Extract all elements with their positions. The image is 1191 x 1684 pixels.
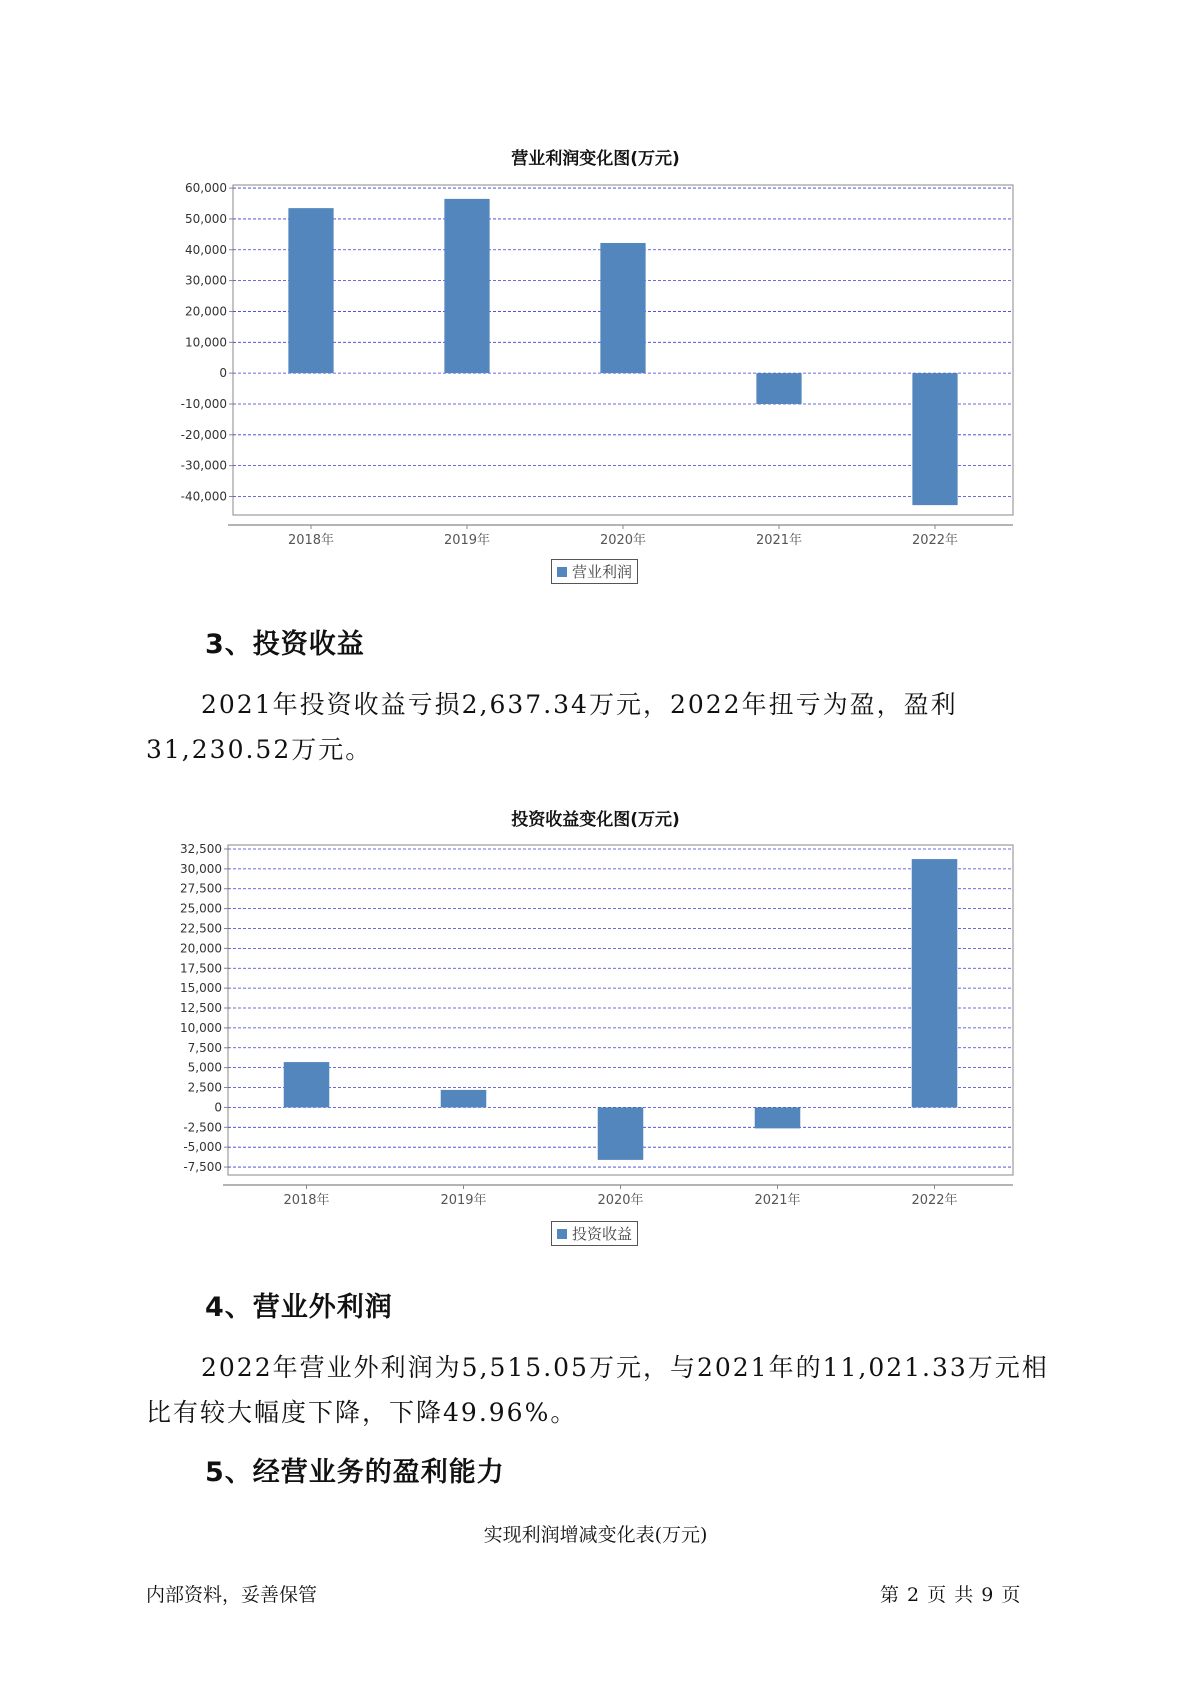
y-tick-label: 12,500 xyxy=(180,1001,222,1016)
section-heading: 3、投资收益 xyxy=(205,629,365,660)
section-paragraph: 2021年投资收益亏损2,637.34万元，2022年扭亏为盈，盈利31,230.52万元。 xyxy=(146,690,958,764)
y-tick-label: -20,000 xyxy=(180,427,227,442)
y-tick-label: 40,000 xyxy=(185,242,227,257)
bar xyxy=(912,373,957,505)
x-tick-label: 2020年 xyxy=(597,1193,644,1208)
x-tick-label: 2019年 xyxy=(440,1193,487,1208)
y-tick-label: -5,000 xyxy=(183,1140,222,1155)
x-tick-label: 2021年 xyxy=(754,1193,801,1208)
y-tick-label: 7,500 xyxy=(187,1040,222,1055)
y-tick-label: -7,500 xyxy=(183,1160,222,1175)
bar xyxy=(441,1090,487,1107)
footer-confidential-note: 内部资料，妥善保管 xyxy=(146,1584,318,1606)
x-tick-label: 2018年 xyxy=(287,533,335,548)
y-tick-label: 0 xyxy=(214,1100,222,1115)
y-tick-label: 25,000 xyxy=(180,901,222,916)
y-tick-label: 15,000 xyxy=(180,981,222,996)
y-tick-label: 20,000 xyxy=(180,941,222,956)
investment-income-chart xyxy=(150,833,1030,1215)
y-tick-label: 10,000 xyxy=(180,1020,222,1035)
y-tick-label: 20,000 xyxy=(185,304,227,319)
y-tick-label: 30,000 xyxy=(185,273,227,288)
operating-profit-chart xyxy=(150,170,1030,550)
chart-title: 营业利润变化图(万元) xyxy=(511,149,680,169)
x-tick-label: 2018年 xyxy=(283,1193,330,1208)
y-tick-label: -10,000 xyxy=(180,396,227,411)
x-tick-label: 2020年 xyxy=(599,533,647,548)
y-tick-label: 60,000 xyxy=(185,181,227,196)
y-tick-label: 5,000 xyxy=(187,1060,222,1075)
y-tick-label: 17,500 xyxy=(180,961,222,976)
y-tick-label: 27,500 xyxy=(180,881,222,896)
legend-swatch xyxy=(557,567,567,577)
y-tick-label: 30,000 xyxy=(180,861,222,876)
table-caption: 实现利润增减变化表(万元) xyxy=(483,1524,708,1546)
chart-title: 投资收益变化图(万元) xyxy=(511,810,680,830)
y-tick-label: 2,500 xyxy=(187,1080,222,1095)
section-heading: 4、营业外利润 xyxy=(205,1292,393,1323)
chart-legend xyxy=(551,1221,638,1246)
bar xyxy=(756,373,801,404)
bar xyxy=(600,243,645,373)
x-tick-label: 2022年 xyxy=(911,1193,958,1208)
bar xyxy=(288,208,333,373)
x-tick-label: 2022年 xyxy=(911,533,959,548)
y-tick-label: 10,000 xyxy=(185,335,227,350)
y-tick-label: 22,500 xyxy=(180,921,222,936)
chart-legend xyxy=(551,559,638,584)
bar xyxy=(444,199,489,373)
legend-swatch xyxy=(557,1229,567,1239)
section-heading: 5、经营业务的盈利能力 xyxy=(205,1457,505,1488)
y-tick-label: 0 xyxy=(219,366,227,381)
bar xyxy=(284,1062,330,1107)
bar xyxy=(755,1107,801,1128)
y-tick-label: 50,000 xyxy=(185,211,227,226)
legend-label: 营业利润 xyxy=(572,563,633,581)
y-tick-label: 32,500 xyxy=(180,841,222,856)
bar xyxy=(912,859,958,1107)
y-tick-label: -30,000 xyxy=(180,458,227,473)
y-tick-label: -40,000 xyxy=(180,489,227,504)
x-tick-label: 2019年 xyxy=(443,533,491,548)
bar xyxy=(598,1107,644,1159)
legend-label: 投资收益 xyxy=(572,1225,633,1243)
y-tick-label: -2,500 xyxy=(183,1120,222,1135)
section-paragraph: 2022年营业外利润为5,515.05万元，与2021年的11,021.33万元相比有较大幅度下降，下降49.96%。 xyxy=(146,1353,1049,1427)
page-number: 第 2 页 共 9 页 xyxy=(880,1584,1022,1606)
x-tick-label: 2021年 xyxy=(755,533,803,548)
